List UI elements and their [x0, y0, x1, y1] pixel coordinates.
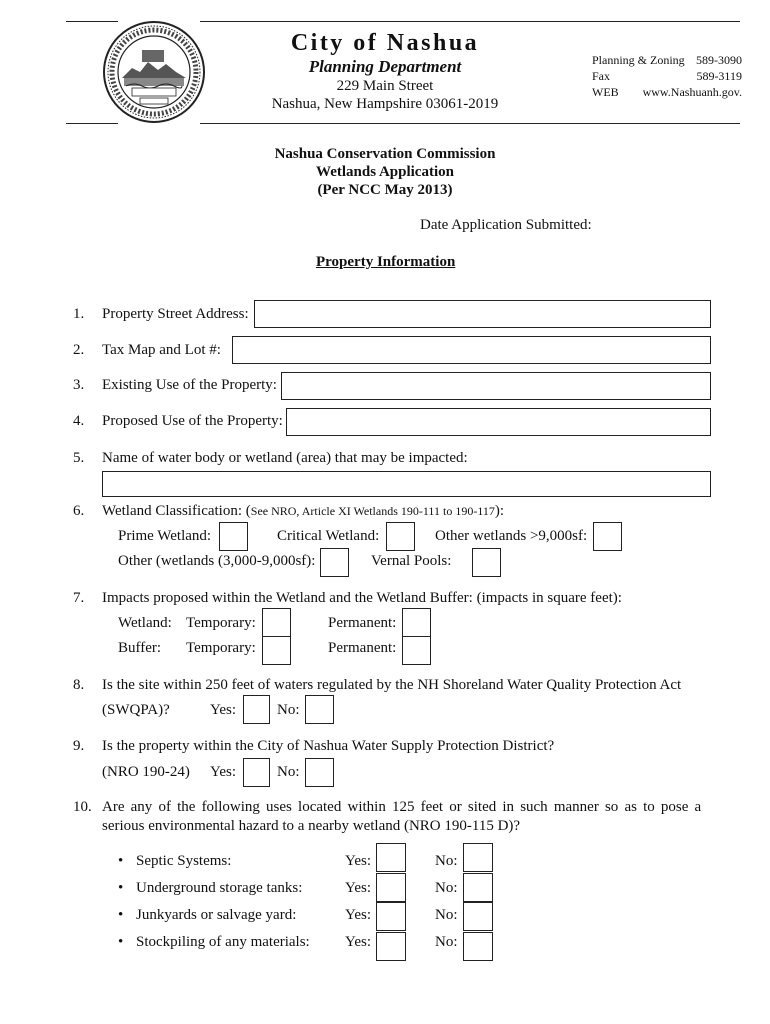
wetland-permanent-box[interactable]	[402, 608, 431, 637]
department-name: Planning Department	[308, 57, 462, 76]
q1-label: Property Street Address:	[102, 306, 249, 322]
q5-number: 5.	[73, 450, 85, 466]
q5-label: Name of water body or wetland (area) that may be impacted:	[102, 450, 468, 466]
septic-yes-box[interactable]	[376, 843, 406, 872]
street-address: 229 Main Street	[336, 78, 434, 94]
underground-tanks-label: Underground storage tanks:	[136, 880, 303, 896]
tanks-yes-label: Yes:	[345, 880, 371, 896]
junkyards-label: Junkyards or salvage yard:	[136, 907, 297, 923]
wetland-temporary-box[interactable]	[262, 608, 291, 637]
q9-no-label: No:	[277, 764, 300, 780]
vernal-pools-label: Vernal Pools:	[371, 553, 452, 569]
q9-number: 9.	[73, 738, 85, 754]
proposed-use-field[interactable]	[286, 408, 711, 436]
stockpiling-no-box[interactable]	[463, 932, 493, 961]
q6-reference: See NRO, Article XI Wetlands 190-111 to 190-117	[250, 504, 495, 518]
contact-phone-value: 589-3090	[696, 53, 742, 67]
q4-number: 4.	[73, 413, 85, 429]
buffer-permanent-label: Permanent:	[328, 640, 397, 656]
q2-label: Tax Map and Lot #:	[102, 342, 221, 358]
section-title: Property Information	[316, 254, 456, 270]
q10-label-line2: serious environmental hazard to a nearby wetland (NRO 190-115 D)?	[102, 818, 521, 834]
other-wetlands-large-box[interactable]	[593, 522, 622, 551]
prime-wetland-label: Prime Wetland:	[118, 528, 212, 544]
stockpiling-yes-label: Yes:	[345, 934, 371, 950]
buffer-permanent-box[interactable]	[402, 636, 431, 665]
contact-fax-value: 589-3119	[696, 69, 742, 83]
contact-phone-label: Planning & Zoning	[592, 53, 685, 67]
buffer-impact-label: Buffer:	[118, 640, 162, 656]
city-seal-icon	[102, 20, 206, 124]
q6-label	[102, 503, 504, 520]
q9-yes-box[interactable]	[243, 758, 270, 787]
q8-no-box[interactable]	[305, 695, 334, 724]
buffer-temporary-box[interactable]	[262, 636, 291, 665]
stockpiling-no-label: No:	[435, 934, 458, 950]
q9-label: Is the property within the City of Nashua Water Supply Protection District?	[102, 738, 555, 754]
wetland-impact-label: Wetland:	[118, 615, 172, 631]
header-rule-bottom-right	[200, 123, 740, 124]
q6-number: 6.	[73, 503, 85, 519]
form-heading-revision: (Per NCC May 2013)	[317, 182, 453, 198]
buffer-temporary-label: Temporary:	[186, 640, 256, 656]
q9-no-box[interactable]	[305, 758, 334, 787]
contact-fax-label: Fax	[592, 69, 610, 83]
list-bullet: •	[118, 880, 124, 896]
city-state-zip: Nashua, New Hampshire 03061-2019	[271, 96, 499, 112]
stockpiling-label: Stockpiling of any materials:	[136, 934, 310, 950]
header-rule-top-right	[200, 21, 740, 22]
junkyards-no-label: No:	[435, 907, 458, 923]
other-wetlands-small-label: Other (wetlands (3,000-9,000sf):	[118, 553, 316, 569]
list-bullet: •	[118, 907, 124, 923]
junkyards-no-box[interactable]	[463, 902, 493, 931]
septic-no-box[interactable]	[463, 843, 493, 872]
prime-wetland-box[interactable]	[219, 522, 248, 551]
junkyards-yes-label: Yes:	[345, 907, 371, 923]
list-bullet: •	[118, 934, 124, 950]
form-heading-commission: Nashua Conservation Commission	[274, 146, 496, 162]
q8-sub-label: (SWQPA)?	[102, 702, 170, 718]
q6-label-close: ):	[494, 503, 505, 519]
tanks-no-label: No:	[435, 880, 458, 896]
stockpiling-yes-box[interactable]	[376, 932, 406, 961]
water-body-name-field[interactable]	[102, 471, 711, 497]
city-title: City of Nashua	[290, 30, 480, 56]
wetland-temporary-label: Temporary:	[186, 615, 256, 631]
tax-map-lot-field[interactable]	[232, 336, 711, 364]
contact-web-label: WEB	[592, 85, 619, 99]
property-street-address-field[interactable]	[254, 300, 711, 328]
septic-yes-label: Yes:	[345, 853, 371, 869]
list-bullet: •	[118, 853, 124, 869]
existing-use-field[interactable]	[281, 372, 711, 400]
contact-web-value: www.Nashuanh.gov.	[642, 85, 742, 99]
critical-wetland-box[interactable]	[386, 522, 415, 551]
q8-yes-label: Yes:	[210, 702, 236, 718]
critical-wetland-label: Critical Wetland:	[277, 528, 380, 544]
other-wetlands-small-box[interactable]	[320, 548, 349, 577]
tanks-no-box[interactable]	[463, 873, 493, 902]
q2-number: 2.	[73, 342, 85, 358]
junkyards-yes-box[interactable]	[376, 902, 406, 931]
q8-label: Is the site within 250 feet of waters regulated by the NH Shoreland Water Quality Protection Act	[102, 677, 682, 693]
wetland-permanent-label: Permanent:	[328, 615, 397, 631]
q4-label: Proposed Use of the Property:	[102, 413, 283, 429]
date-submitted-label: Date Application Submitted:	[420, 217, 592, 233]
q7-label: Impacts proposed within the Wetland and the Wetland Buffer: (impacts in square feet):	[102, 590, 622, 606]
q8-number: 8.	[73, 677, 85, 693]
q7-number: 7.	[73, 590, 85, 606]
q3-number: 3.	[73, 377, 85, 393]
septic-systems-label: Septic Systems:	[136, 853, 232, 869]
vernal-pools-box[interactable]	[472, 548, 501, 577]
q8-no-label: No:	[277, 702, 300, 718]
q8-yes-box[interactable]	[243, 695, 270, 724]
q3-label: Existing Use of the Property:	[102, 377, 277, 393]
q10-label: Are any of the following uses located within 125 feet or sited in such manner so as to pose a	[102, 799, 702, 815]
q6-label-text: Wetland Classification: (	[102, 503, 251, 519]
q9-yes-label: Yes:	[210, 764, 236, 780]
q9-sub-label: (NRO 190-24)	[102, 764, 190, 780]
tanks-yes-box[interactable]	[376, 873, 406, 902]
other-wetlands-large-label: Other wetlands >9,000sf:	[435, 528, 588, 544]
septic-no-label: No:	[435, 853, 458, 869]
form-heading-application: Wetlands Application	[316, 164, 454, 180]
q1-number: 1.	[73, 306, 85, 322]
q10-number: 10.	[73, 799, 92, 815]
